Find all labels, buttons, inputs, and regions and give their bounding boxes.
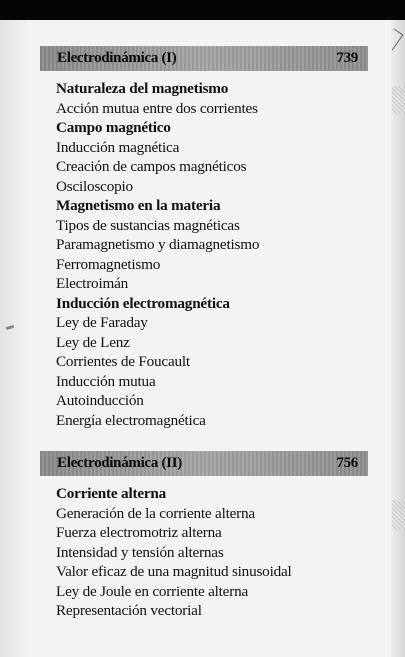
page-right-edge: [391, 20, 405, 657]
edge-texture: [392, 86, 405, 114]
section-page-number: 739: [336, 50, 358, 66]
topic-heading: Inducción electromagnética: [56, 294, 230, 312]
topic-item: Generación de la corriente alterna: [56, 504, 255, 522]
topic-item: Inducción mutua: [56, 372, 156, 390]
topic-item: Ferromagnetismo: [56, 255, 161, 273]
topic-list: [40, 476, 368, 621]
topic-item: Inducción magnética: [56, 138, 180, 156]
topic-item: Electroimán: [56, 275, 129, 292]
section-page-number: 756: [336, 455, 358, 471]
top-dark-border: [0, 0, 405, 20]
topic-item: Energía electromagnética: [56, 411, 206, 429]
topic-item: Acción mutua entre dos corrientes: [56, 99, 258, 117]
topic-item: Corrientes de Foucault: [56, 353, 190, 370]
topic-list: [40, 71, 368, 430]
topic-heading: Campo magnético: [56, 119, 171, 136]
topic-item: Valor eficaz de una magnitud sinusoidal: [56, 563, 292, 580]
section-header: [40, 46, 368, 71]
toc-section-electrodinamica-2: [40, 451, 368, 621]
section-title: Electrodinámica (I): [57, 50, 177, 66]
topic-item: Representación vectorial: [56, 602, 202, 619]
section-title: Electrodinámica (II): [57, 455, 182, 471]
topic-item: Osciloscopio: [56, 177, 133, 195]
topic-item: Intensidad y tensión alternas: [56, 543, 224, 561]
topic-item: Tipos de sustancias magnéticas: [56, 216, 240, 234]
topic-item: Paramagnetismo y diamagnetismo: [56, 236, 260, 253]
topic-item: Ley de Faraday: [56, 314, 148, 331]
page-gutter: [0, 20, 26, 657]
edge-texture: [392, 500, 405, 530]
topic-item: Autoinducción: [56, 392, 144, 409]
topic-heading: Corriente alterna: [56, 485, 167, 502]
topic-item: Creación de campos magnéticos: [56, 158, 247, 175]
topic-item: Ley de Joule en corriente alterna: [56, 582, 249, 600]
topic-heading: Magnetismo en la materia: [56, 197, 221, 214]
toc-section-electrodinamica-1: [40, 46, 368, 430]
topic-heading: Naturaleza del magnetismo: [56, 80, 229, 97]
topic-item: Ley de Lenz: [56, 333, 130, 351]
section-header: [40, 451, 368, 476]
topic-item: Fuerza electromotriz alterna: [56, 524, 222, 541]
